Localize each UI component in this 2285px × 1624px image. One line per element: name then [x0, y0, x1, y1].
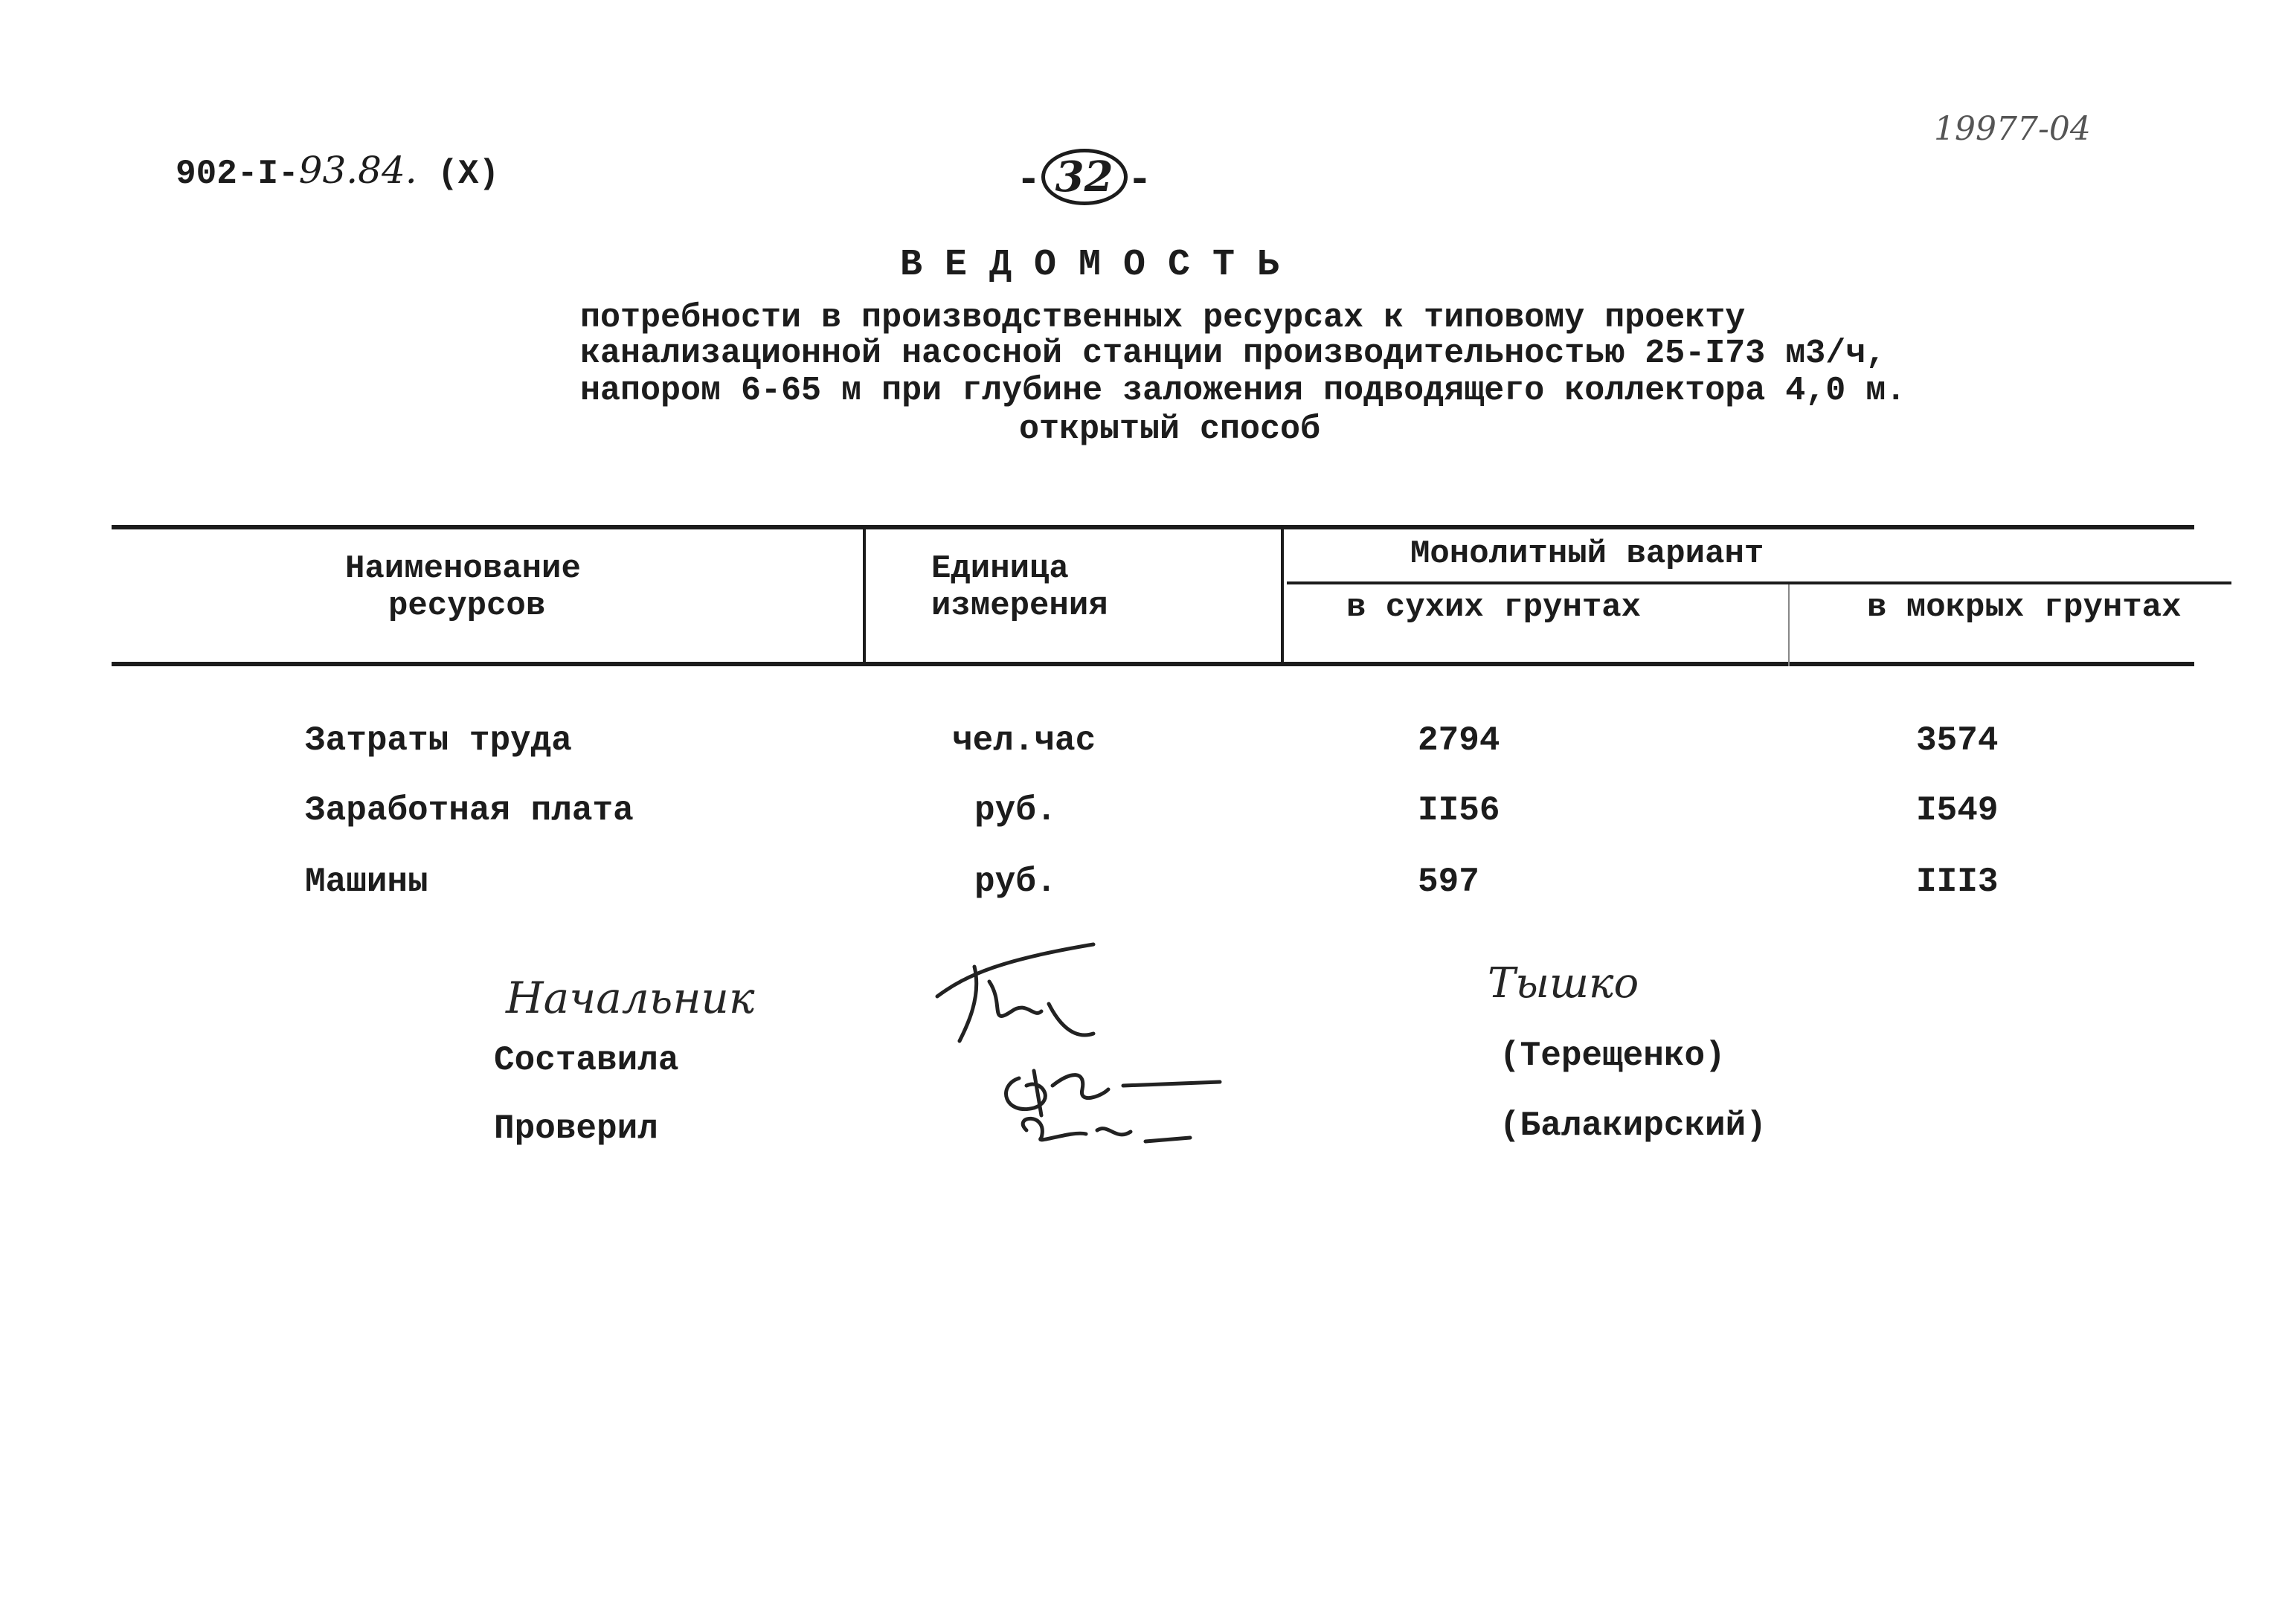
document-code [176, 149, 499, 193]
header-name: ресурсов [388, 587, 546, 625]
table-row-wet: I549 [1916, 791, 1999, 830]
table-top-rule [112, 525, 2194, 529]
table-col-divider [1788, 584, 1790, 666]
header-dry: в сухих грунтах [1346, 589, 1642, 626]
table-group-rule [1287, 581, 2231, 584]
subtitle-line: открытый способ [1019, 410, 1321, 448]
table-row-name: Затраты труда [305, 721, 572, 760]
table-row-unit: чел.час [952, 721, 1096, 760]
page-title: ВЕДОМОСТЬ [900, 244, 1302, 286]
table-row-dry: 2794 [1418, 721, 1500, 760]
table-row-dry: 597 [1418, 863, 1479, 901]
subtitle-line: канализационной насосной станции производительностью 25-I73 м3/ч, [580, 335, 1886, 373]
chief-label: Начальник [506, 973, 755, 1023]
table-row-unit: руб. [974, 863, 1057, 901]
table-col-divider [863, 528, 866, 666]
subtitle-line: потребности в производственных ресурсах к типовому проекту [580, 299, 1746, 337]
header-wet: в мокрых грунтах [1867, 589, 2182, 626]
page-number-circle: 32 [1041, 149, 1128, 205]
page-number: - 32 - [1016, 149, 1152, 205]
table-row-wet: 3574 [1916, 721, 1999, 760]
checked-label: Проверил [494, 1109, 658, 1148]
table-row-name: Машины [305, 863, 428, 901]
subtitle-line: напором 6-65 м при глубине заложения подводящего коллектора 4,0 м. [580, 372, 1906, 410]
table-row-unit: руб. [974, 791, 1057, 830]
document-code-handwritten: 93.84. [298, 149, 417, 192]
table-row-name: Заработная плата [305, 791, 634, 830]
compiled-label: Составила [494, 1041, 679, 1080]
archive-number: 19977-04 [1934, 110, 2091, 148]
table-col-divider [1281, 528, 1284, 666]
compiled-name: (Терещенко) [1500, 1037, 1726, 1075]
table-header-bottom-rule [112, 662, 2194, 666]
header-unit: измерения [931, 587, 1108, 625]
header-unit: Единица [931, 550, 1069, 587]
header-name: Наименование [345, 550, 581, 587]
signature-scribbles [922, 929, 1250, 1153]
document-code-prefix: 902-I- [176, 155, 299, 193]
table-row-dry: II56 [1418, 791, 1500, 830]
checked-name: (Балакирский) [1500, 1106, 1767, 1145]
header-group: Монолитный вариант [1410, 535, 1764, 573]
table-row-wet: III3 [1916, 863, 1999, 901]
document-code-suffix: (Х) [437, 155, 500, 193]
chief-name: Тышко [1488, 959, 1639, 1008]
